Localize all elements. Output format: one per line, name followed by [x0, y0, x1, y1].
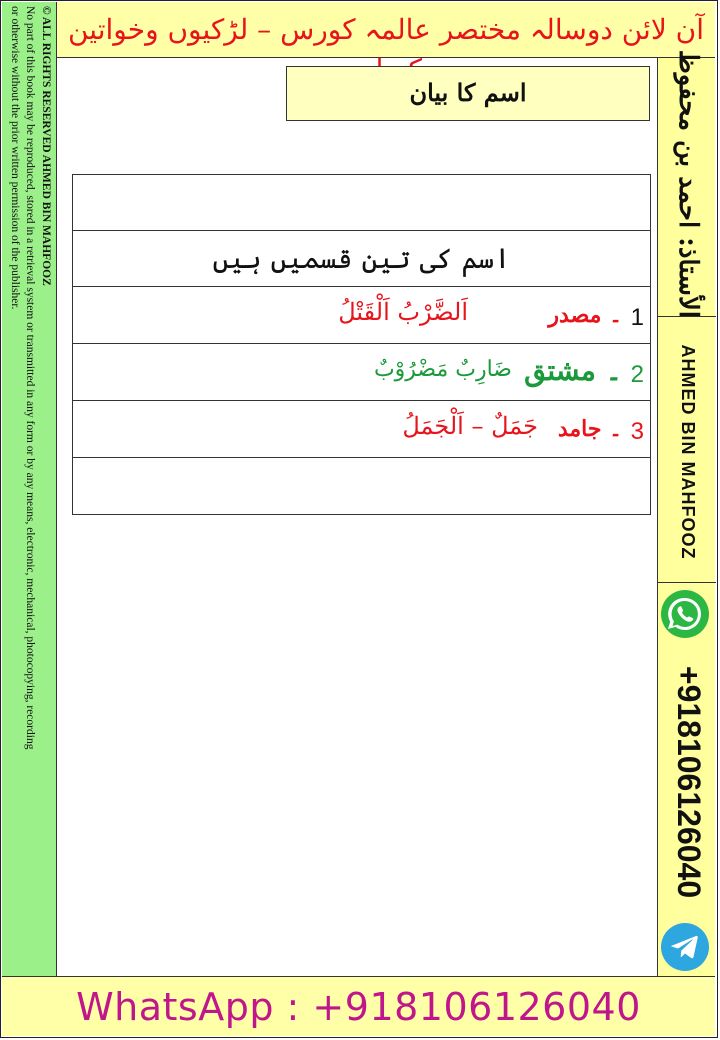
phone-number	[666, 646, 712, 918]
type-name-jamid: ۔ جامد	[557, 416, 622, 442]
table-row	[73, 459, 650, 515]
band-divider	[658, 582, 716, 583]
copyright-notice	[5, 6, 54, 966]
rights-reserved-text: © ALL RIGHTS RESERVED AHMED BIN MAHFOOZ	[40, 6, 52, 286]
teacher-band	[657, 49, 715, 976]
table-row	[73, 231, 650, 287]
course-header	[57, 2, 715, 58]
table-row	[73, 402, 650, 458]
type-number: 1	[630, 304, 644, 331]
teacher-name-english-text: AHMED BIN MAHFOOZ	[678, 344, 698, 560]
lesson-table	[72, 174, 651, 515]
teacher-label-text: الأستاذ: احمد بن محفوظ	[673, 49, 703, 318]
whatsapp-icon[interactable]	[659, 588, 711, 640]
type-examples-masdar: اَلضَّرْبُ اَلْقَتْلُ	[338, 298, 468, 326]
type-examples-jamid: جَمَلٌ – اَلْجَمَلُ	[402, 412, 538, 440]
table-row	[73, 345, 650, 401]
copyright-band	[2, 2, 57, 976]
course-title: آن لائن دوسالہ مختصر عالمہ کورس – لڑکیوں وخواتین	[67, 13, 705, 46]
telegram-icon[interactable]	[659, 921, 711, 973]
whatsapp-footer-text: WhatsApp : +918106126040	[76, 985, 641, 1029]
teacher-name-english	[668, 324, 708, 580]
type-name-masdar: ۔ مصدر	[548, 302, 622, 328]
teacher-label	[666, 49, 710, 318]
type-name-mushtaq: ۔ مشتق	[524, 354, 622, 387]
type-examples-mushtaq: ضَارِبٌ مَضْرُوْبٌ	[373, 357, 512, 382]
type-number: 3	[630, 418, 644, 445]
table-row	[73, 175, 650, 231]
lesson-title-box	[286, 66, 650, 121]
copyright-line-2: or otherwise without the prior written permission of the publisher.	[9, 6, 21, 310]
phone-number-text: +918106126040	[671, 665, 707, 899]
lesson-heading: اسم کی تین قسمیں ہیں	[212, 242, 511, 275]
lesson-title: اسم کا بیان	[409, 78, 527, 107]
table-row	[73, 288, 650, 344]
type-number: 2	[630, 361, 644, 388]
whatsapp-footer	[2, 976, 715, 1036]
copyright-line-1: No part of this book may be reproduced, stored in a retrieval system or transmitted in any form or by any means, electronic, mechanical, photocopying, recording	[24, 6, 36, 750]
